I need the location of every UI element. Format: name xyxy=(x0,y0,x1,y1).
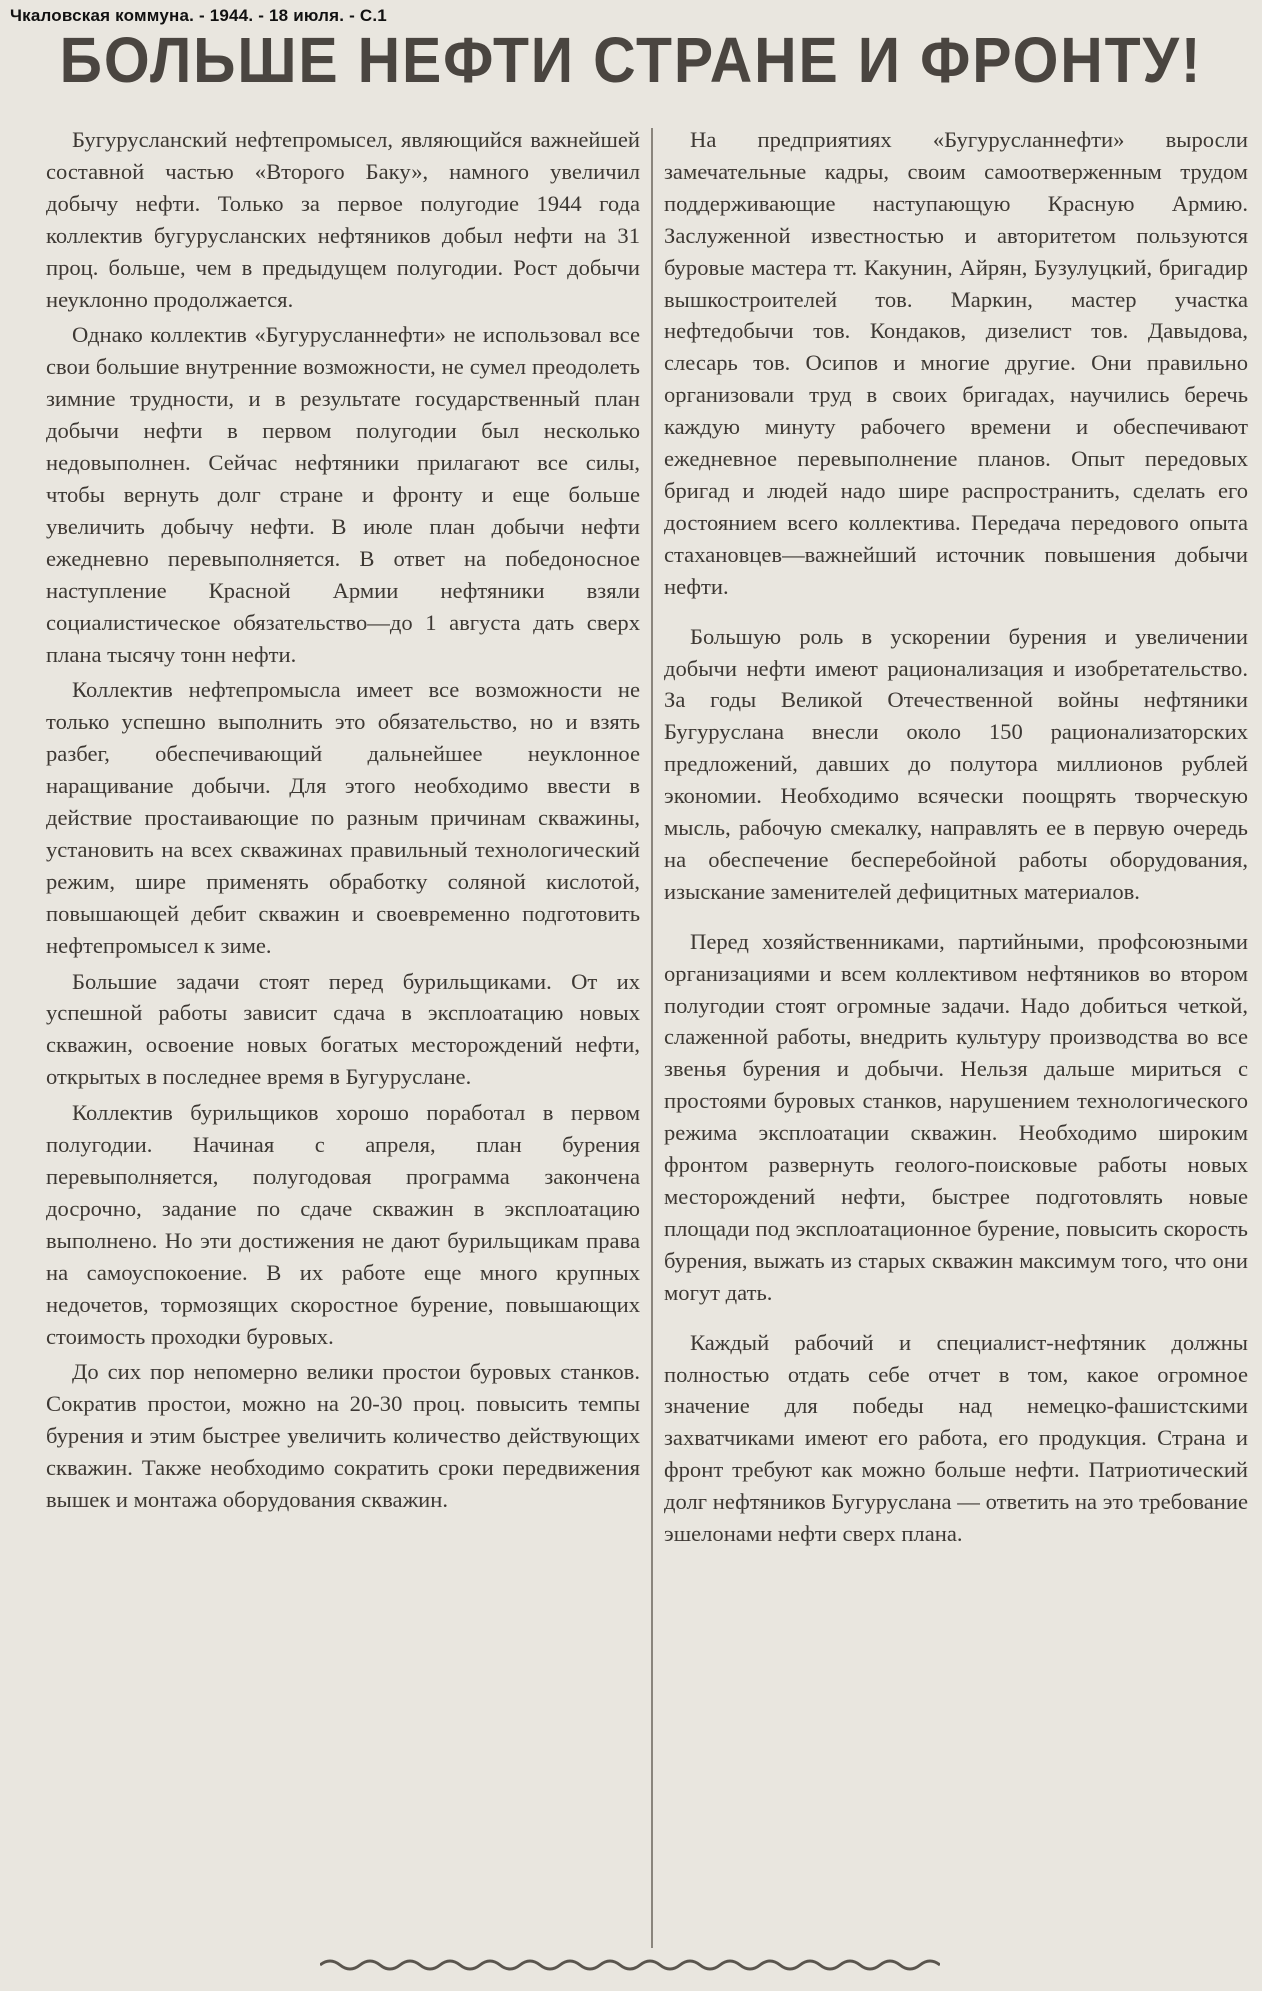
paragraph: Коллектив нефтепромысла имеет все возможности не только успешно выполнить это обязательство, но и взять разбег, обеспечивающий дальнейшее неуклонное наращивание добычи. Для этого необходимо ввести в действие простаивающие по разным причинам скважины, установить на всех скважинах правильный технологический режим, шире применять обработку соляной кислотой, повышающей дебит скважин и своевременно подготовить нефтепромысел к зиме. xyxy=(46,677,640,958)
headline: БОЛЬШЕ НЕФТИ СТРАНЕ И ФРОНТУ! xyxy=(59,24,1203,96)
paragraph: Большие задачи стоят перед бурильщиками. От их успешной работы зависит сдача в эксплоатацию новых скважин, освоение новых богатых месторождений нефти, открытых в последнее время в Бугуруслане. xyxy=(46,968,640,1090)
source-caption: Чкаловская коммуна. - 1944. - 18 июля. - С.1 xyxy=(10,6,387,25)
article-column-left xyxy=(46,124,640,1520)
paragraph: На предприятиях «Бугурусланнефти» выросли замечательные кадры, своим самоотверженным трудом поддерживающие наступающую Красную Армию. Заслуженной известностью и авторитетом пользуются буровые мастера тт. Какунин, Айрян, Бузулуцкий, бригадир вышкостроителей тов. Маркин, мастер участка нефтедобычи тов. Кондаков, дизелист тов. Давыдова, слесарь тов. Осипов и многие другие. Они правильно организовали труд в своих бригадах, научились беречь каждую минуту рабочего времени и обеспечивают ежедневное перевыполнение планов. Опыт передовых бригад и людей надо шире распространить, сделать его достоянием всего коллектива. Передача передового опыта стахановцев—важнейший источник повышения добычи нефти. xyxy=(664,127,1248,599)
paragraph: Однако коллектив «Бугурусланнефти» не использовал все свои большие внутренние возможности, не сумел преодолеть зимние трудности, и в результате государственный план добычи нефти в первом полугодии был несколько недовыполнен. Сейчас нефтяники прилагают все силы, чтобы вернуть долг стране и фронту и еще больше увеличить добычу нефти. В июле план добычи нефти ежедневно перевыполняется. В ответ на победоносное наступление Красной Армии нефтяники взяли социалистическое обязательство—до 1 августа дать сверх плана тысячу тонн нефти. xyxy=(46,322,640,667)
paragraph: Каждый рабочий и специалист-нефтяник должны полностью отдать себе отчет в том, какое огромное значение для победы над немецко-фашистскими захватчиками имеют его работа, его продукция. Страна и фронт требуют как можно больше нефти. Патриотический долг нефтяников Бугуруслана — ответить на это требование эшелонами нефти сверх плана. xyxy=(664,1329,1248,1547)
article-column-right xyxy=(664,124,1248,1554)
paragraph: Перед хозяйственниками, партийными, профсоюзными организациями и всем коллективом нефтяников во втором полугодии стоят огромные задачи. Надо добиться четкой, слаженной работы, внедрить культуру производства во все звенья бурения и добычи. Нельзя дальше мириться с простоями буровых станков, нарушением технологического режима эксплоатации скважин. Необходимо широким фронтом развернуть геолого-поисковые работы новых месторождений нефти, быстрее подготовлять новые площади под эксплоатационное бурение, повысить скорость бурения, выжать из старых скважин максимум того, что они могут дать. xyxy=(664,928,1248,1305)
paragraph: До сих пор непомерно велики простои буровых станков. Сократив простои, можно на 20-30 проц. повысить темпы бурения и этим быстрее увеличить количество действующих скважин. Также необходимо сократить сроки передвижения вышек и монтажа оборудования скважин. xyxy=(46,1359,640,1513)
paragraph: Большую роль в ускорении бурения и увеличении добычи нефти имеют рационализация и изобретательство. За годы Великой Отечественной войны нефтяники Бугуруслана внесли около 150 рационализаторских предложений, давших до полутора миллионов рублей экономии. Необходимо всячески поощрять творческую мысль, рабочую смекалку, направлять ее в первую очередь на обеспечение бесперебойной работы оборудования, изыскание заменителей дефицитных материалов. xyxy=(664,623,1248,904)
decorative-wavy-rule xyxy=(320,1957,940,1973)
paragraph: Бугурусланский нефтепромысел, являющийся важнейшей составной частью «Второго Баку», намного увеличил добычу нефти. Только за первое полугодие 1944 года коллектив бугурусланских нефтяников добыл нефти на 31 проц. больше, чем в предыдущем полугодии. Рост добычи неуклонно продолжается. xyxy=(46,127,640,312)
paragraph: Коллектив бурильщиков хорошо поработал в первом полугодии. Начиная с апреля, план бурения перевыполняется, полугодовая программа закончена досрочно, задание по сдаче скважин в эксплоатацию выполнено. Но эти достижения не дают бурильщикам права на самоуспокоение. В их работе еще много крупных недочетов, тормозящих скоростное бурение, повышающих стоимость проходки буровых. xyxy=(46,1100,640,1349)
column-divider xyxy=(651,128,653,1948)
